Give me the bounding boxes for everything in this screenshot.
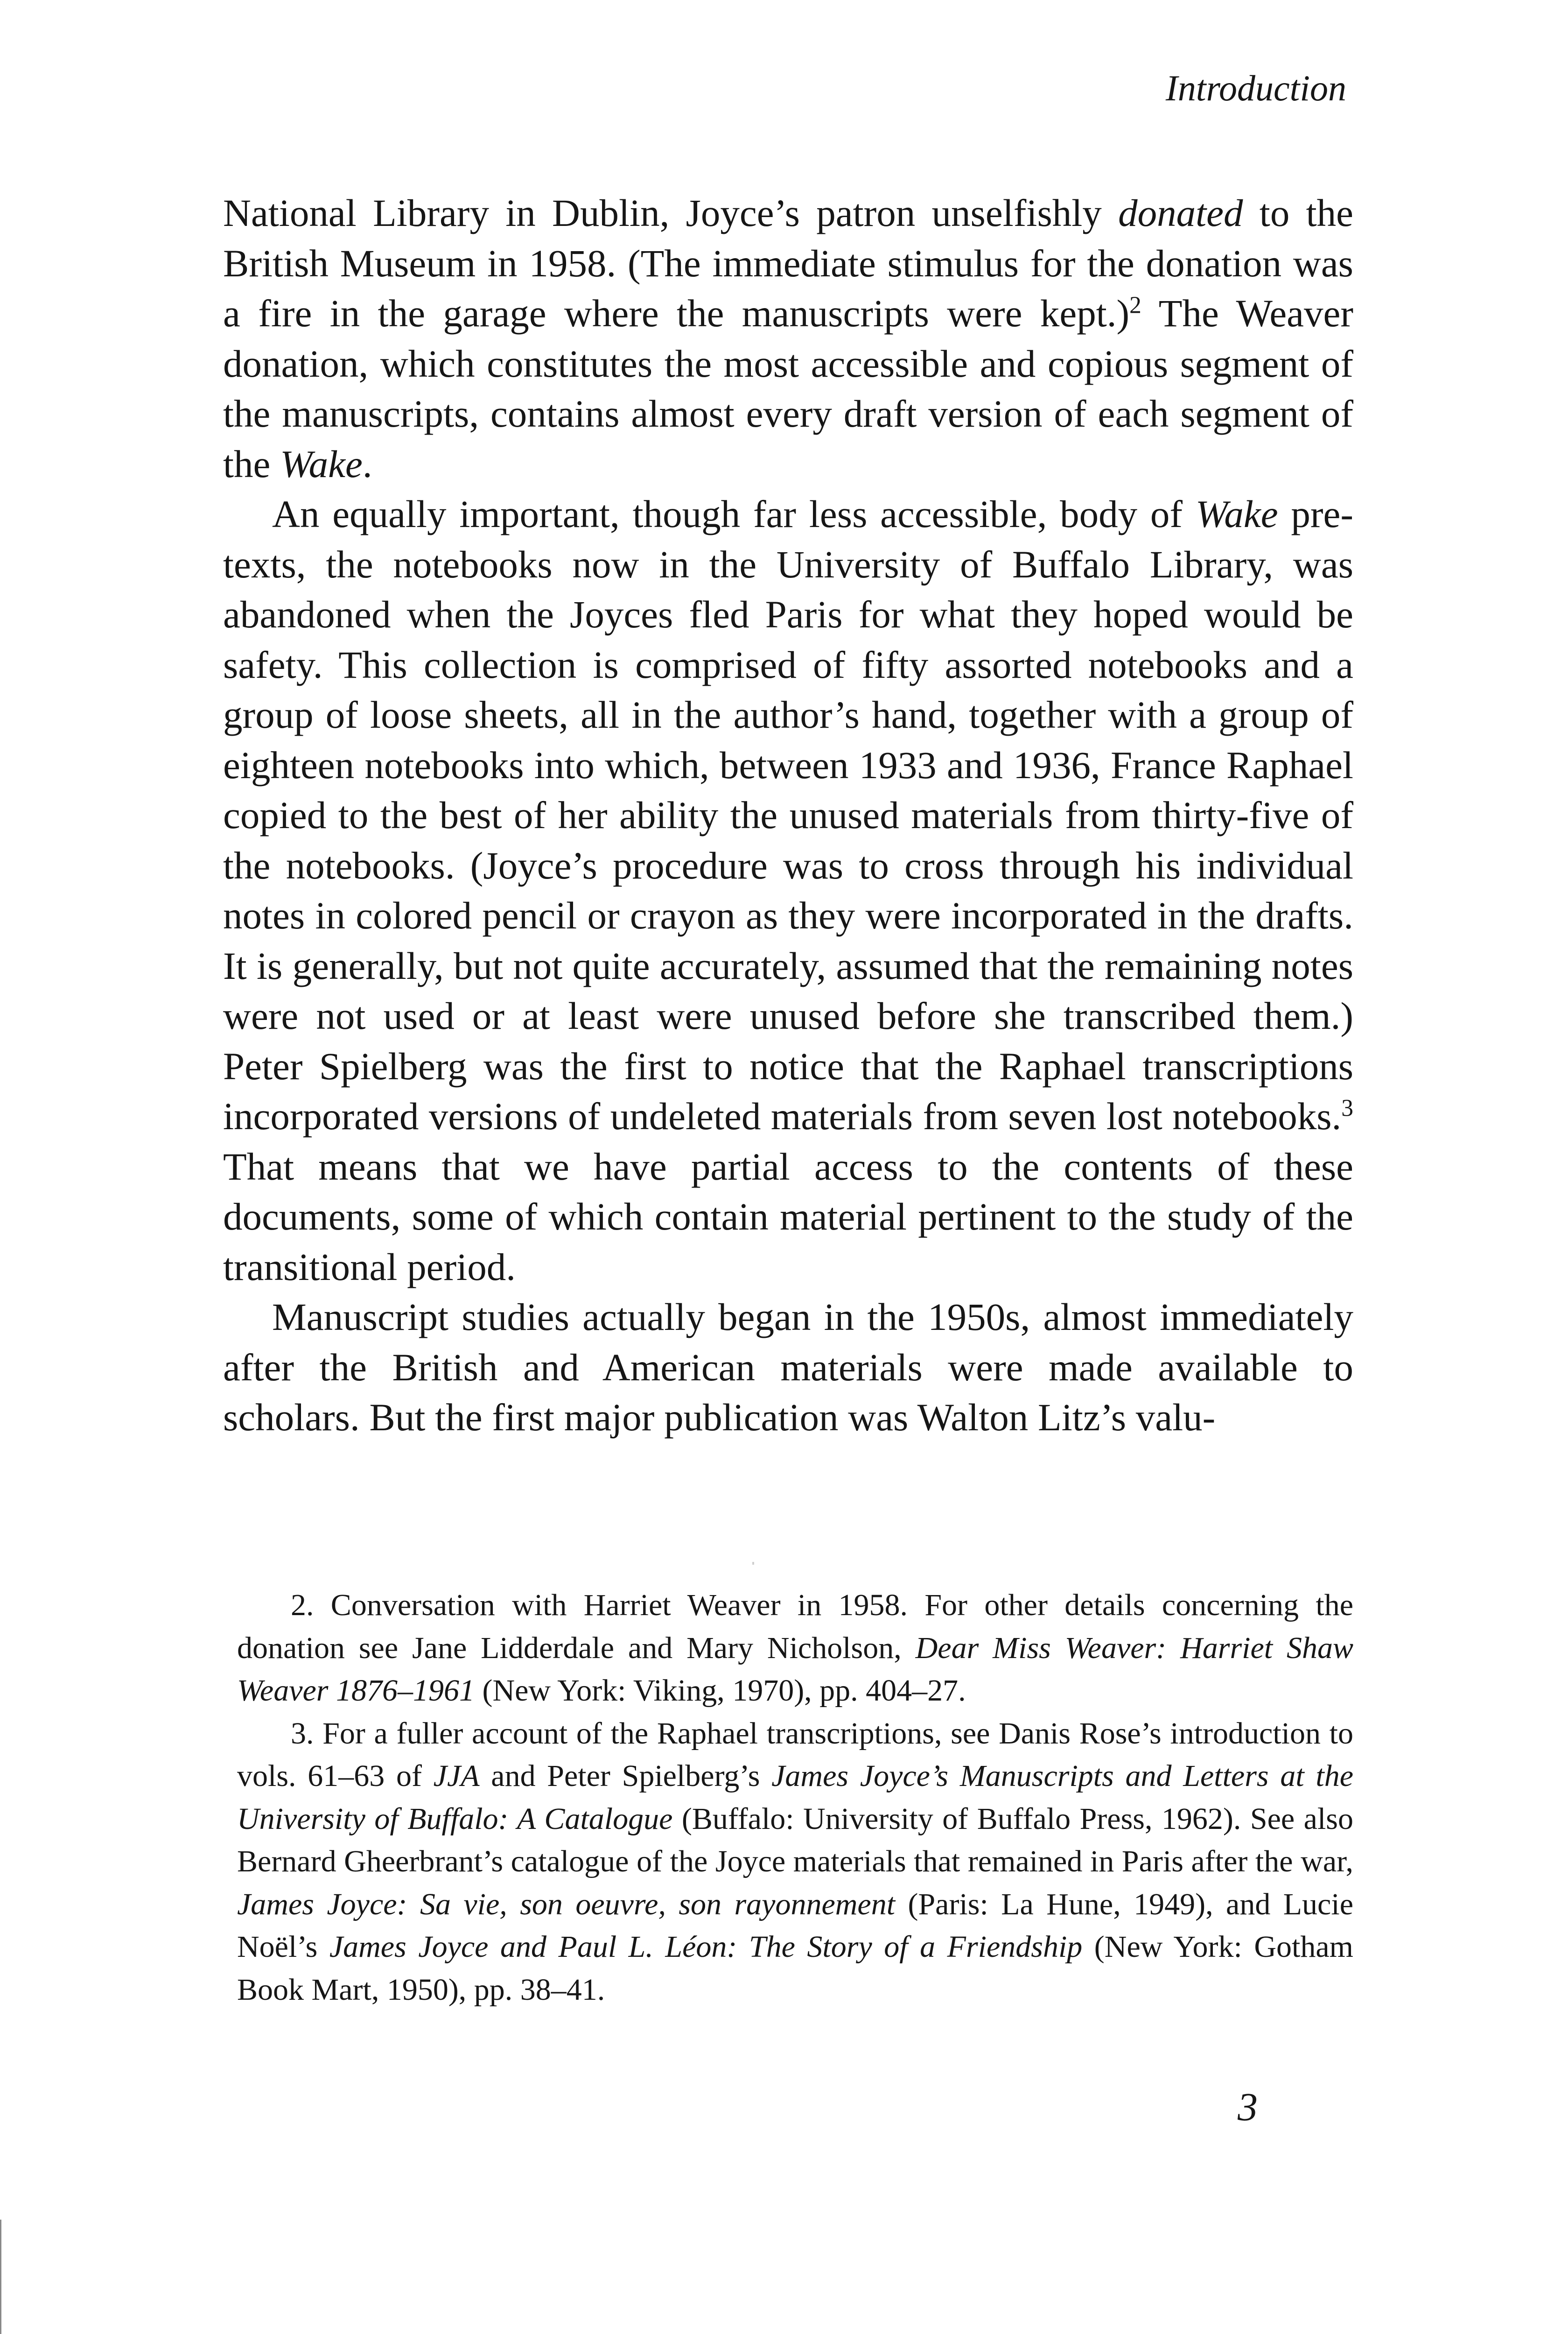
footnote-separator-mark (752, 1562, 754, 1565)
paragraph (223, 489, 1353, 1292)
text-run: (Buffalo: University of Buffalo Press, 1962). See also Bernard Gheerbrant’s catalogue of the Joyce materials that remained in Paris after the war, (237, 1801, 1353, 1878)
text-run: An equally important, though far less accessible, body of (272, 492, 1196, 535)
italic-run: James Joyce: Sa vie, son oeuvre, son rayonnement (237, 1887, 896, 1921)
footnote-ref: 2 (1129, 292, 1141, 319)
text-run: and Peter Spielberg’s (479, 1759, 772, 1793)
text-run: (New York: Viking, 1970), pp. 404–27. (475, 1673, 966, 1708)
footnotes (237, 1584, 1353, 2011)
binding-edge-shadow (0, 2220, 7, 2334)
text-run: pre-texts, the notebooks now in the University of Buffalo Library, was abandoned when the Joyces fled Paris for what they hoped would be safety. This collection is comprised of fifty assorted notebooks and a group of loose sheets, all in the author’s hand, together with a group of eighteen notebooks into which, between 1933 and 1936, France Raphael copied to the best of her ability the unused materials from thirty-five of the notebooks. (Joyce’s procedure was to cross through his individual notes in colored pencil or crayon as they were incorporated in the drafts. It is generally, but not quite accurately, assumed that the remaining notes were not used or at least were unused before she transcribed them.) Peter Spielberg was the first to notice that the Raphael transcriptions incorporated versions of undeleted materials from seven lost notebooks. (223, 492, 1353, 1138)
text-run: (New York: Gotham Book Mart, 1950), pp. 38–41. (237, 1930, 1353, 2007)
text-run: The Weaver donation, which constitutes the most accessible and copious segment of the manuscripts, contains almost every draft version of each segment of the (223, 292, 1353, 485)
text-run: . (362, 442, 372, 485)
italic-run: James Joyce’s Manuscripts and Letters at the University of Buffalo: A Catalogue (237, 1759, 1354, 1836)
italic-run: Wake (1195, 492, 1278, 535)
text-run: 2. Conversation with Harriet Weaver in 1958. For other details concerning the donation see Jane Lidderdale and Mary Nicholson, (237, 1588, 1353, 1665)
text-run: That means that we have partial access to the contents of these documents, some of which contain material pertinent to the study of the transitional period. (223, 1145, 1353, 1288)
footnote-ref: 3 (1341, 1095, 1353, 1122)
italic-run: Dear Miss Weaver: Harriet Shaw Weaver 1876–1961 (237, 1631, 1353, 1708)
text-run: 3. For a fuller account of the Raphael transcriptions, see Danis Rose’s introduction to vols. 61–63 of (237, 1716, 1353, 1793)
paragraph (223, 1292, 1353, 1443)
footnote-2 (237, 1584, 1353, 1712)
text-run: to the British Museum in 1958. (The immediate stimulus for the donation was a fire in the garage where the manuscripts were kept.) (223, 191, 1354, 335)
page-number: 3 (1238, 2084, 1258, 2129)
text-run: Manuscript studies actually began in the 1950s, almost immediately after the British and American materials were made available to scholars. But the first major publication was Walton Litz’s valu- (223, 1295, 1353, 1439)
italic-run: donated (1118, 191, 1243, 234)
text-run: (Paris: La Hune, 1949), and Lucie Noël’s (237, 1887, 1353, 1964)
italic-run: James Joyce and Paul L. Léon: The Story of a Friendship (329, 1930, 1083, 1964)
italic-run: JJA (433, 1759, 480, 1793)
text-run: National Library in Dublin, Joyce’s patron unselfishly (223, 191, 1119, 234)
italic-run: Wake (280, 442, 363, 485)
body-text (223, 188, 1353, 1443)
paragraph (223, 188, 1353, 489)
running-head: Introduction (1165, 68, 1346, 108)
footnote-3 (237, 1712, 1353, 2011)
